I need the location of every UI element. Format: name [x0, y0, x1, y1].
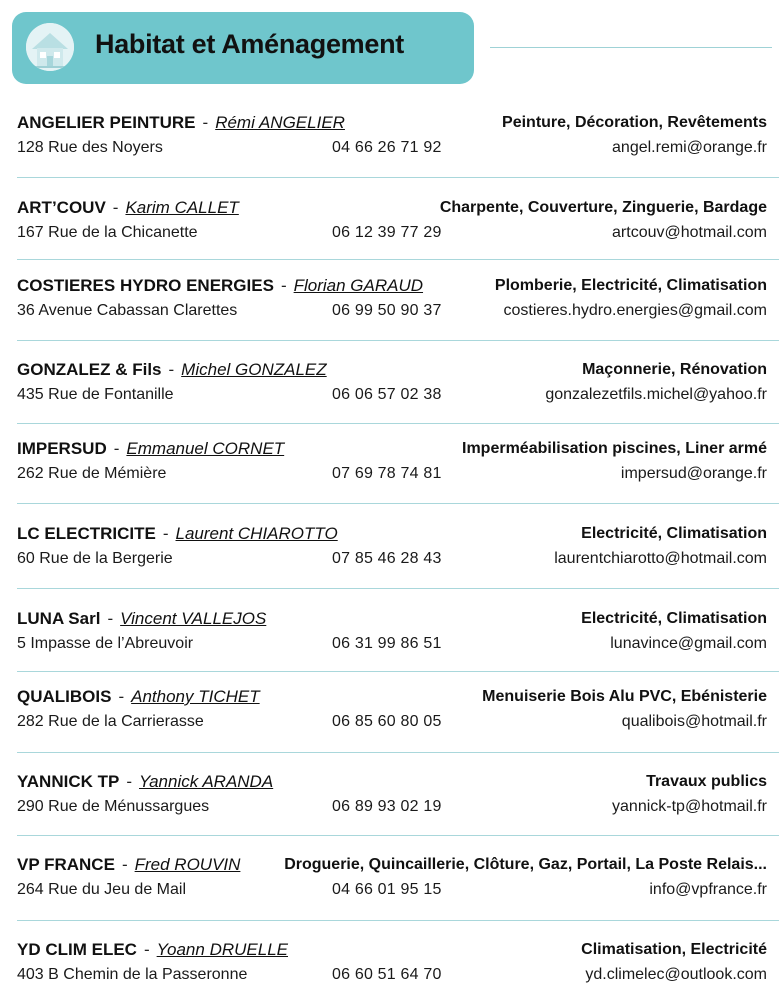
- company-name: LC ELECTRICITE: [17, 524, 156, 543]
- divider: [17, 835, 779, 836]
- address: 5 Impasse de l’Abreuvoir: [17, 635, 194, 652]
- list-item: [17, 112, 767, 170]
- company-name: YANNICK TP: [17, 772, 120, 791]
- list-item: [17, 771, 767, 829]
- trades: Peinture, Décoration, Revêtements: [502, 114, 767, 131]
- separator: -: [113, 439, 120, 458]
- email: laurentchiarotto@hotmail.com: [554, 550, 767, 567]
- company-name: GONZALEZ & Fils: [17, 360, 162, 379]
- list-item: [17, 686, 767, 744]
- separator: -: [162, 524, 169, 543]
- address: 262 Rue de Mémière: [17, 465, 167, 482]
- header-divider: [490, 47, 772, 48]
- company-name: IMPERSUD: [17, 439, 107, 458]
- contact-person: Laurent CHIAROTTO: [175, 524, 338, 543]
- contact-person: Rémi ANGELIER: [215, 113, 345, 132]
- address: 282 Rue de la Carrierasse: [17, 713, 204, 730]
- list-item: [17, 275, 767, 333]
- page-title: Habitat et Aménagement: [95, 29, 404, 59]
- phone: 06 89 93 02 19: [332, 798, 442, 815]
- email: impersud@orange.fr: [620, 465, 767, 482]
- list-item: [17, 939, 767, 997]
- list-item: [17, 608, 767, 666]
- email: artcouv@hotmail.com: [612, 224, 767, 241]
- address: 290 Rue de Ménussargues: [17, 798, 210, 815]
- contact-person: Fred ROUVIN: [134, 855, 241, 874]
- separator: -: [112, 198, 119, 217]
- separator: -: [121, 855, 128, 874]
- list-item: [17, 854, 767, 912]
- contact-person: Emmanuel CORNET: [126, 439, 285, 458]
- divider: [17, 259, 779, 260]
- phone: 06 99 50 90 37: [332, 302, 442, 319]
- separator: -: [143, 940, 150, 959]
- address: 403 B Chemin de la Passeronne: [17, 966, 248, 983]
- phone: 06 06 57 02 38: [332, 386, 442, 403]
- phone: 07 69 78 74 81: [332, 465, 442, 482]
- section-header: [12, 12, 474, 84]
- divider: [17, 503, 779, 504]
- trades: Electricité, Climatisation: [581, 610, 767, 627]
- contact-person: Michel GONZALEZ: [181, 360, 327, 379]
- phone: 06 12 39 77 29: [332, 224, 442, 241]
- divider: [17, 423, 779, 424]
- separator: -: [280, 276, 287, 295]
- address: 60 Rue de la Bergerie: [17, 550, 173, 567]
- separator: -: [202, 113, 209, 132]
- email: costieres.hydro.energies@gmail.com: [503, 302, 767, 319]
- phone: 07 85 46 28 43: [332, 550, 442, 567]
- phone: 06 31 99 86 51: [332, 635, 442, 652]
- address: 36 Avenue Cabassan Clarettes: [17, 302, 238, 319]
- separator: -: [118, 687, 125, 706]
- list-item: [17, 359, 767, 417]
- email: yannick-tp@hotmail.fr: [612, 798, 767, 815]
- trades: Charpente, Couverture, Zinguerie, Bardage: [439, 199, 767, 216]
- contact-person: Yannick ARANDA: [139, 772, 274, 791]
- contact-person: Yoann DRUELLE: [156, 940, 288, 959]
- company-name: COSTIERES HYDRO ENERGIES: [17, 276, 274, 295]
- divider: [17, 588, 779, 589]
- phone: 06 60 51 64 70: [332, 966, 442, 983]
- contact-person: Vincent VALLEJOS: [120, 609, 267, 628]
- company-name: YD CLIM ELEC: [17, 940, 137, 959]
- trades: Plomberie, Electricité, Climatisation: [494, 277, 767, 294]
- contact-person: Anthony TICHET: [131, 687, 260, 706]
- email: gonzalezetfils.michel@yahoo.fr: [545, 386, 767, 403]
- address: 435 Rue de Fontanille: [17, 386, 174, 403]
- trades: Travaux publics: [646, 773, 767, 790]
- company-name: VP FRANCE: [17, 855, 115, 874]
- separator: -: [168, 360, 175, 379]
- trades: Menuiserie Bois Alu PVC, Ebénisterie: [482, 688, 767, 705]
- list-item: [17, 438, 767, 496]
- phone: 04 66 26 71 92: [332, 139, 442, 156]
- address: 128 Rue des Noyers: [17, 139, 163, 156]
- email: yd.climelec@outlook.com: [585, 966, 767, 983]
- address: 167 Rue de la Chicanette: [17, 224, 198, 241]
- divider: [17, 340, 779, 341]
- divider: [17, 177, 779, 178]
- trades: Maçonnerie, Rénovation: [582, 361, 767, 378]
- separator: -: [126, 772, 133, 791]
- trades: Droguerie, Quincaillerie, Clôture, Gaz, Portail, La Poste Relais...: [284, 856, 767, 873]
- company-name: LUNA Sarl: [17, 609, 101, 628]
- divider: [17, 920, 779, 921]
- separator: -: [107, 609, 114, 628]
- contact-person: Karim CALLET: [125, 198, 239, 217]
- list-item: [17, 197, 767, 255]
- email: qualibois@hotmail.fr: [621, 713, 767, 730]
- email: angel.remi@orange.fr: [612, 139, 767, 156]
- address: 264 Rue du Jeu de Mail: [17, 881, 186, 898]
- email: lunavince@gmail.com: [610, 635, 767, 652]
- company-name: ART’COUV: [17, 198, 106, 217]
- house-photo-icon: [26, 23, 74, 71]
- divider: [17, 752, 779, 753]
- phone: 04 66 01 95 15: [332, 881, 442, 898]
- company-name: QUALIBOIS: [17, 687, 112, 706]
- email: info@vpfrance.fr: [649, 881, 767, 898]
- list-item: [17, 523, 767, 581]
- trades: Electricité, Climatisation: [581, 525, 767, 542]
- contact-person: Florian GARAUD: [293, 276, 424, 295]
- company-name: ANGELIER PEINTURE: [17, 113, 196, 132]
- phone: 06 85 60 80 05: [332, 713, 442, 730]
- divider: [17, 671, 779, 672]
- trades: Climatisation, Electricité: [581, 941, 767, 958]
- trades: Imperméabilisation piscines, Liner armé: [462, 440, 767, 457]
